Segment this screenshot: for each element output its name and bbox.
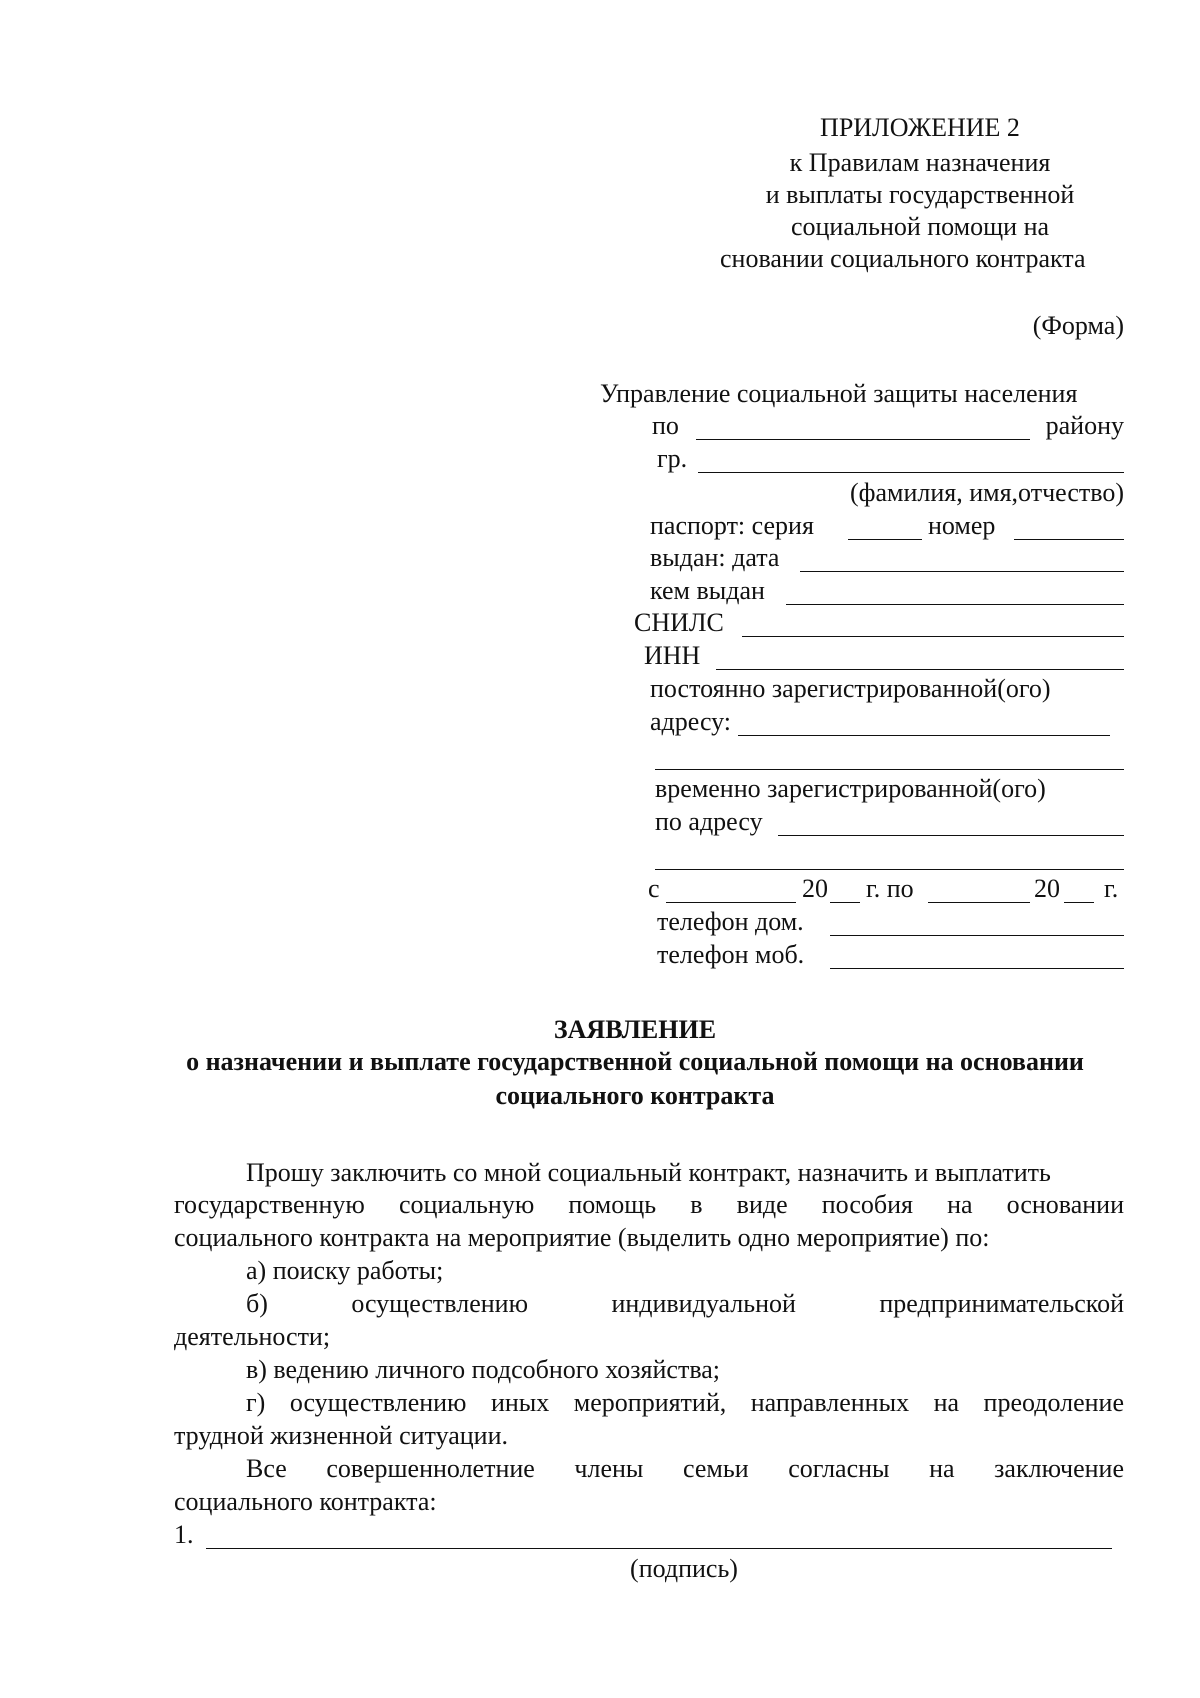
home-phone-field[interactable] [830, 935, 1124, 936]
inn-field[interactable] [716, 669, 1124, 670]
temporary-address-field[interactable] [778, 835, 1124, 836]
district-suffix: району [1045, 411, 1124, 440]
option-b-line-1: б) осуществлению индивидуальной предпринимательской [246, 1289, 1124, 1318]
issued-by-field[interactable] [786, 604, 1124, 605]
request-line-2: государственную социальную помощь в виде пособия на основании [174, 1190, 1124, 1219]
fio-caption: (фамилия, имя,отчество) [849, 478, 1124, 507]
department-name: Управление социальной защиты населения [600, 379, 1078, 408]
snils-label: СНИЛС [634, 608, 724, 637]
passport-number-field[interactable] [1014, 539, 1124, 540]
period-to-field[interactable] [928, 902, 1030, 903]
statement-subtitle-2: социального контракта [495, 1081, 775, 1110]
option-v: в) ведению личного подсобного хозяйства; [246, 1355, 721, 1384]
option-g-line-1: г) осуществлению иных мероприятий, направленных на преодоление [246, 1388, 1124, 1417]
temporary-address-label: по адресу [655, 807, 763, 836]
permanent-address-field-2[interactable] [655, 769, 1124, 770]
annex-line-4: сновании социального контракта [720, 244, 1086, 273]
consent-line-1: Все совершеннолетние члены семьи согласны на заключение [246, 1454, 1124, 1483]
consent-line-2: социального контракта: [174, 1487, 437, 1516]
period-to-label: г. по [866, 874, 914, 903]
period-to-year: 20 [1034, 874, 1060, 903]
citizen-prefix: гр. [657, 444, 688, 473]
period-to-year-field[interactable] [1064, 902, 1094, 903]
period-from-label: с [648, 874, 660, 903]
mobile-phone-label: телефон моб. [657, 940, 805, 969]
district-field[interactable] [696, 439, 1030, 440]
period-year-suffix: г. [1104, 874, 1119, 903]
request-line-3: социального контракта на мероприятие (выделить одно мероприятие) по: [174, 1223, 990, 1252]
inn-label: ИНН [644, 641, 701, 670]
passport-number-label: номер [928, 511, 996, 540]
annex-line-1: к Правилам назначения [789, 148, 1051, 177]
citizen-name-field[interactable] [698, 472, 1124, 473]
option-g-line-2: трудной жизненной ситуации. [174, 1421, 509, 1450]
signature-caption: (подпись) [630, 1554, 738, 1583]
member-signature-field[interactable] [206, 1548, 1112, 1549]
passport-series-field[interactable] [848, 539, 922, 540]
annex-title: ПРИЛОЖЕНИЕ 2 [820, 113, 1020, 142]
home-phone-label: телефон дом. [657, 907, 804, 936]
permanent-registration-label: постоянно зарегистрированной(ого) [650, 674, 1051, 703]
request-line-1: Прошу заключить со мной социальный контракт, назначить и выплатить [246, 1158, 1051, 1187]
mobile-phone-field[interactable] [830, 968, 1124, 969]
form-note: (Форма) [1032, 311, 1124, 340]
period-from-year: 20 [802, 874, 828, 903]
district-prefix: по [652, 411, 679, 440]
member-number: 1. [174, 1520, 194, 1549]
option-a: а) поиску работы; [246, 1256, 444, 1285]
passport-series-label: паспорт: серия [650, 511, 814, 540]
period-from-year-field[interactable] [830, 902, 860, 903]
annex-line-3: социальной помощи на [790, 212, 1050, 241]
statement-title: ЗАЯВЛЕНИЕ [553, 1015, 717, 1044]
option-b-line-2: деятельности; [174, 1322, 331, 1351]
annex-line-2: и выплаты государственной [765, 180, 1075, 209]
temporary-address-field-2[interactable] [655, 869, 1124, 870]
snils-field[interactable] [742, 636, 1124, 637]
permanent-address-field[interactable] [738, 735, 1110, 736]
temporary-registration-label: временно зарегистрированной(ого) [655, 774, 1046, 803]
permanent-address-label: адресу: [650, 707, 732, 736]
period-from-field[interactable] [666, 902, 796, 903]
statement-subtitle-1: о назначении и выплате государственной социальной помощи на основании [186, 1047, 1084, 1076]
issued-by-label: кем выдан [650, 576, 765, 605]
issued-date-label: выдан: дата [650, 543, 780, 572]
issued-date-field[interactable] [800, 571, 1124, 572]
